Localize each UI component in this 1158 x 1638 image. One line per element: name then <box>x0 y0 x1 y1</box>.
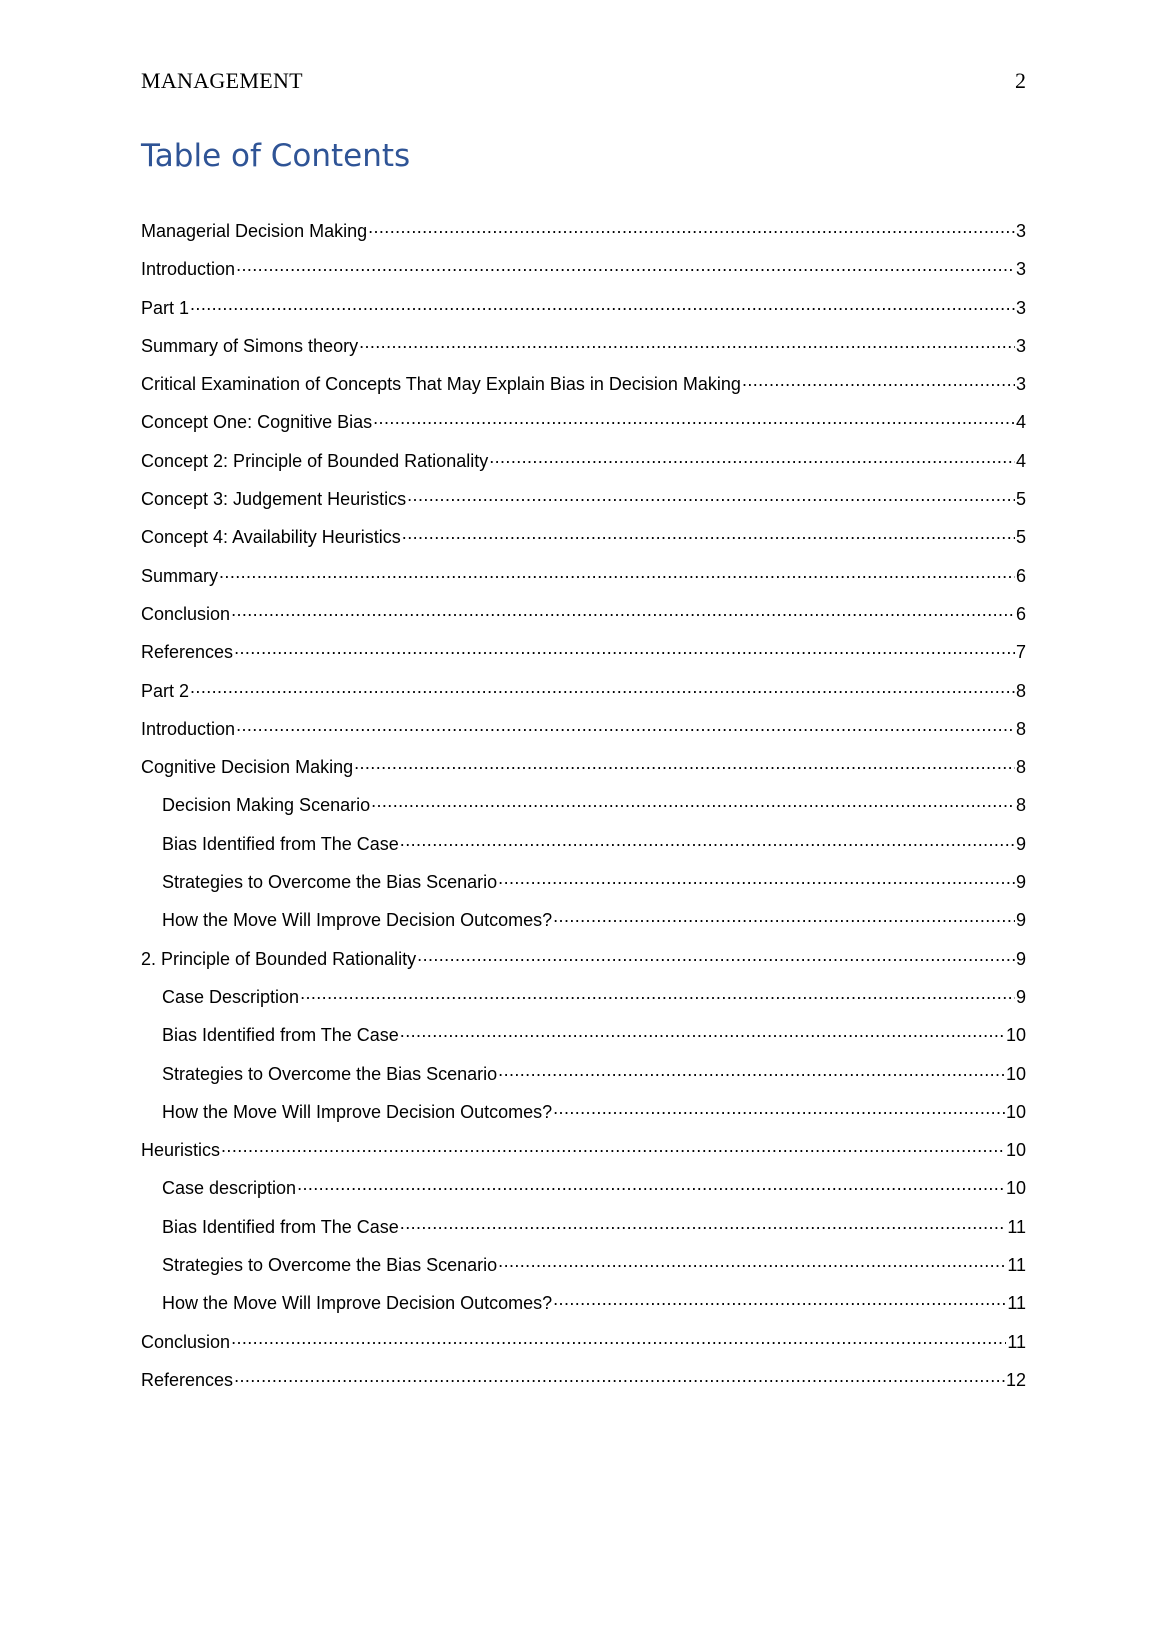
toc-dot-leader <box>221 1136 1005 1156</box>
toc-entry[interactable] <box>141 408 1026 446</box>
toc-entry[interactable] <box>141 370 1026 408</box>
toc-entry-label[interactable]: How the Move Will Improve Decision Outcomes? <box>162 910 553 931</box>
toc-entry-label[interactable]: Strategies to Overcome the Bias Scenario <box>162 872 498 893</box>
toc-entry-label[interactable]: Summary of Simons theory <box>141 335 359 356</box>
toc-entry[interactable] <box>141 945 1026 983</box>
toc-dot-leader <box>371 791 1015 811</box>
toc-dot-leader <box>553 1289 1006 1309</box>
toc-entry-label[interactable]: Conclusion <box>141 603 231 624</box>
toc-entry-page-number[interactable]: 3 <box>1015 259 1026 280</box>
toc-entry-label[interactable]: Decision Making Scenario <box>162 795 371 816</box>
toc-entry[interactable] <box>141 1289 1026 1327</box>
toc-dot-leader <box>236 255 1015 275</box>
toc-entry[interactable] <box>141 1098 1026 1136</box>
toc-entry[interactable] <box>141 753 1026 791</box>
toc-dot-leader <box>231 1328 1006 1348</box>
toc-entry-page-number[interactable]: 11 <box>1007 1216 1026 1237</box>
toc-entry-page-number[interactable]: 6 <box>1015 603 1026 624</box>
toc-dot-leader <box>368 217 1015 237</box>
toc-entry-page-number[interactable]: 11 <box>1007 1331 1026 1352</box>
toc-entry-label[interactable]: Introduction <box>141 718 236 739</box>
toc-entry-page-number[interactable]: 9 <box>1015 948 1026 969</box>
toc-entry[interactable] <box>141 1213 1026 1251</box>
toc-entry-page-number[interactable]: 3 <box>1015 221 1026 241</box>
toc-dot-leader <box>236 715 1015 735</box>
toc-entry-label[interactable]: Concept 2: Principle of Bounded Rationality <box>141 450 489 471</box>
toc-entry-label[interactable]: Case Description <box>162 986 300 1007</box>
toc-dot-leader <box>498 868 1015 888</box>
running-head: MANAGEMENT <box>141 68 303 93</box>
toc-entry[interactable] <box>141 906 1026 944</box>
toc-dot-leader <box>190 677 1015 697</box>
toc-entry-page-number[interactable]: 9 <box>1015 872 1026 893</box>
toc-entry[interactable] <box>141 983 1026 1021</box>
toc-dot-leader <box>234 638 1015 658</box>
toc-dot-leader <box>219 562 1015 582</box>
toc-entry-label[interactable]: Bias Identified from The Case <box>162 833 399 854</box>
toc-entry-label[interactable]: Summary <box>141 565 219 586</box>
toc-entry-page-number[interactable]: 3 <box>1015 374 1026 395</box>
toc-entry[interactable] <box>141 1328 1026 1366</box>
toc-title: Table of Contents <box>141 138 411 174</box>
toc-entry-label[interactable]: Strategies to Overcome the Bias Scenario <box>162 1063 498 1084</box>
toc-dot-leader <box>417 945 1015 965</box>
toc-entry[interactable] <box>141 791 1026 829</box>
toc-entry-page-number[interactable]: 10 <box>1005 1140 1026 1161</box>
toc-entry-page-number[interactable]: 9 <box>1015 833 1026 854</box>
toc-entry-page-number[interactable]: 3 <box>1015 335 1026 356</box>
toc-entry-label[interactable]: Bias Identified from The Case <box>162 1216 399 1237</box>
toc-entry-page-number[interactable]: 9 <box>1015 986 1026 1007</box>
toc-entry-label[interactable]: References <box>141 1369 234 1390</box>
toc-entry[interactable] <box>141 294 1026 332</box>
toc-dot-leader <box>297 1174 1005 1194</box>
toc-entry-label[interactable]: How the Move Will Improve Decision Outcomes? <box>162 1293 553 1314</box>
toc-entry[interactable] <box>141 255 1026 293</box>
toc-entry-page-number[interactable]: 10 <box>1005 1178 1026 1199</box>
toc-entry[interactable] <box>141 217 1026 255</box>
toc-list <box>141 217 1026 1404</box>
toc-dot-leader <box>553 1098 1005 1118</box>
toc-entry-page-number[interactable]: 4 <box>1015 412 1026 433</box>
toc-entry-label[interactable]: References <box>141 642 234 663</box>
toc-entry[interactable] <box>141 1060 1026 1098</box>
toc-entry-label[interactable]: Introduction <box>141 259 236 280</box>
toc-entry[interactable] <box>141 830 1026 868</box>
toc-entry-label[interactable]: Bias Identified from The Case <box>162 1025 399 1046</box>
toc-dot-leader <box>400 1021 1005 1041</box>
toc-dot-leader <box>402 523 1015 543</box>
toc-dot-leader <box>373 408 1015 428</box>
toc-entry[interactable] <box>141 1136 1026 1174</box>
toc-entry[interactable] <box>141 677 1026 715</box>
toc-entry-page-number[interactable]: 10 <box>1005 1101 1026 1122</box>
toc-entry-page-number[interactable]: 6 <box>1015 565 1026 586</box>
toc-entry-page-number[interactable]: 10 <box>1005 1063 1026 1084</box>
toc-entry[interactable] <box>141 447 1026 485</box>
toc-dot-leader <box>498 1060 1005 1080</box>
toc-dot-leader <box>400 830 1015 850</box>
toc-entry[interactable] <box>141 1021 1026 1059</box>
toc-entry[interactable] <box>141 1174 1026 1212</box>
toc-entry-page-number[interactable]: 12 <box>1005 1369 1026 1390</box>
toc-entry-page-number[interactable]: 4 <box>1015 450 1026 471</box>
toc-dot-leader <box>190 294 1015 314</box>
toc-dot-leader <box>742 370 1015 390</box>
toc-entry-page-number[interactable]: 8 <box>1015 795 1026 816</box>
toc-entry-label[interactable]: Concept 4: Availability Heuristics <box>141 527 401 548</box>
toc-dot-leader <box>300 983 1015 1003</box>
toc-dot-leader <box>359 332 1015 352</box>
toc-entry-label[interactable]: Managerial Decision Making <box>141 221 368 241</box>
toc-dot-leader <box>400 1213 1007 1233</box>
toc-dot-leader <box>231 600 1015 620</box>
toc-entry-label[interactable]: Concept 3: Judgement Heuristics <box>141 489 407 510</box>
toc-entry-label[interactable]: Part 2 <box>141 680 190 701</box>
toc-dot-leader <box>234 1366 1005 1386</box>
toc-dot-leader <box>489 447 1015 467</box>
page-header <box>141 68 1026 98</box>
toc-entry-label[interactable]: Strategies to Overcome the Bias Scenario <box>162 1255 498 1276</box>
toc-entry[interactable] <box>141 638 1026 676</box>
toc-entry[interactable] <box>141 715 1026 753</box>
toc-entry-page-number[interactable]: 11 <box>1007 1293 1026 1314</box>
toc-entry-page-number[interactable]: 7 <box>1015 642 1026 663</box>
toc-entry-page-number[interactable]: 5 <box>1015 489 1026 510</box>
toc-entry-page-number[interactable]: 8 <box>1015 757 1026 778</box>
toc-dot-leader <box>407 485 1015 505</box>
toc-entry-page-number[interactable]: 11 <box>1007 1255 1026 1276</box>
toc-entry[interactable] <box>141 562 1026 600</box>
toc-entry-label[interactable]: Case description <box>162 1178 297 1199</box>
toc-entry[interactable] <box>141 868 1026 906</box>
toc-entry[interactable] <box>141 1251 1026 1289</box>
toc-dot-leader <box>498 1251 1006 1271</box>
toc-entry-label[interactable]: Conclusion <box>141 1331 231 1352</box>
toc-entry[interactable] <box>141 523 1026 561</box>
toc-entry-label[interactable]: 2. Principle of Bounded Rationality <box>141 948 417 969</box>
toc-entry[interactable] <box>141 485 1026 523</box>
toc-entry-page-number[interactable]: 10 <box>1005 1025 1026 1046</box>
toc-dot-leader <box>354 753 1015 773</box>
toc-entry-label[interactable]: Concept One: Cognitive Bias <box>141 412 373 433</box>
toc-entry-page-number[interactable]: 5 <box>1015 527 1026 548</box>
toc-entry-label[interactable]: How the Move Will Improve Decision Outcomes? <box>162 1101 553 1122</box>
page-number: 2 <box>1015 68 1026 93</box>
toc-entry-label[interactable]: Cognitive Decision Making <box>141 757 354 778</box>
toc-entry-page-number[interactable]: 8 <box>1015 680 1026 701</box>
toc-entry-label[interactable]: Heuristics <box>141 1140 221 1161</box>
toc-entry-page-number[interactable]: 3 <box>1015 297 1026 318</box>
toc-entry-label[interactable]: Critical Examination of Concepts That May Explain Bias in Decision Making <box>141 374 741 395</box>
toc-entry[interactable] <box>141 332 1026 370</box>
toc-entry-label[interactable]: Part 1 <box>141 297 190 318</box>
toc-entry[interactable] <box>141 1366 1026 1404</box>
toc-entry[interactable] <box>141 600 1026 638</box>
toc-entry-page-number[interactable]: 8 <box>1015 718 1026 739</box>
toc-dot-leader <box>553 906 1015 926</box>
toc-entry-page-number[interactable]: 9 <box>1015 910 1026 931</box>
